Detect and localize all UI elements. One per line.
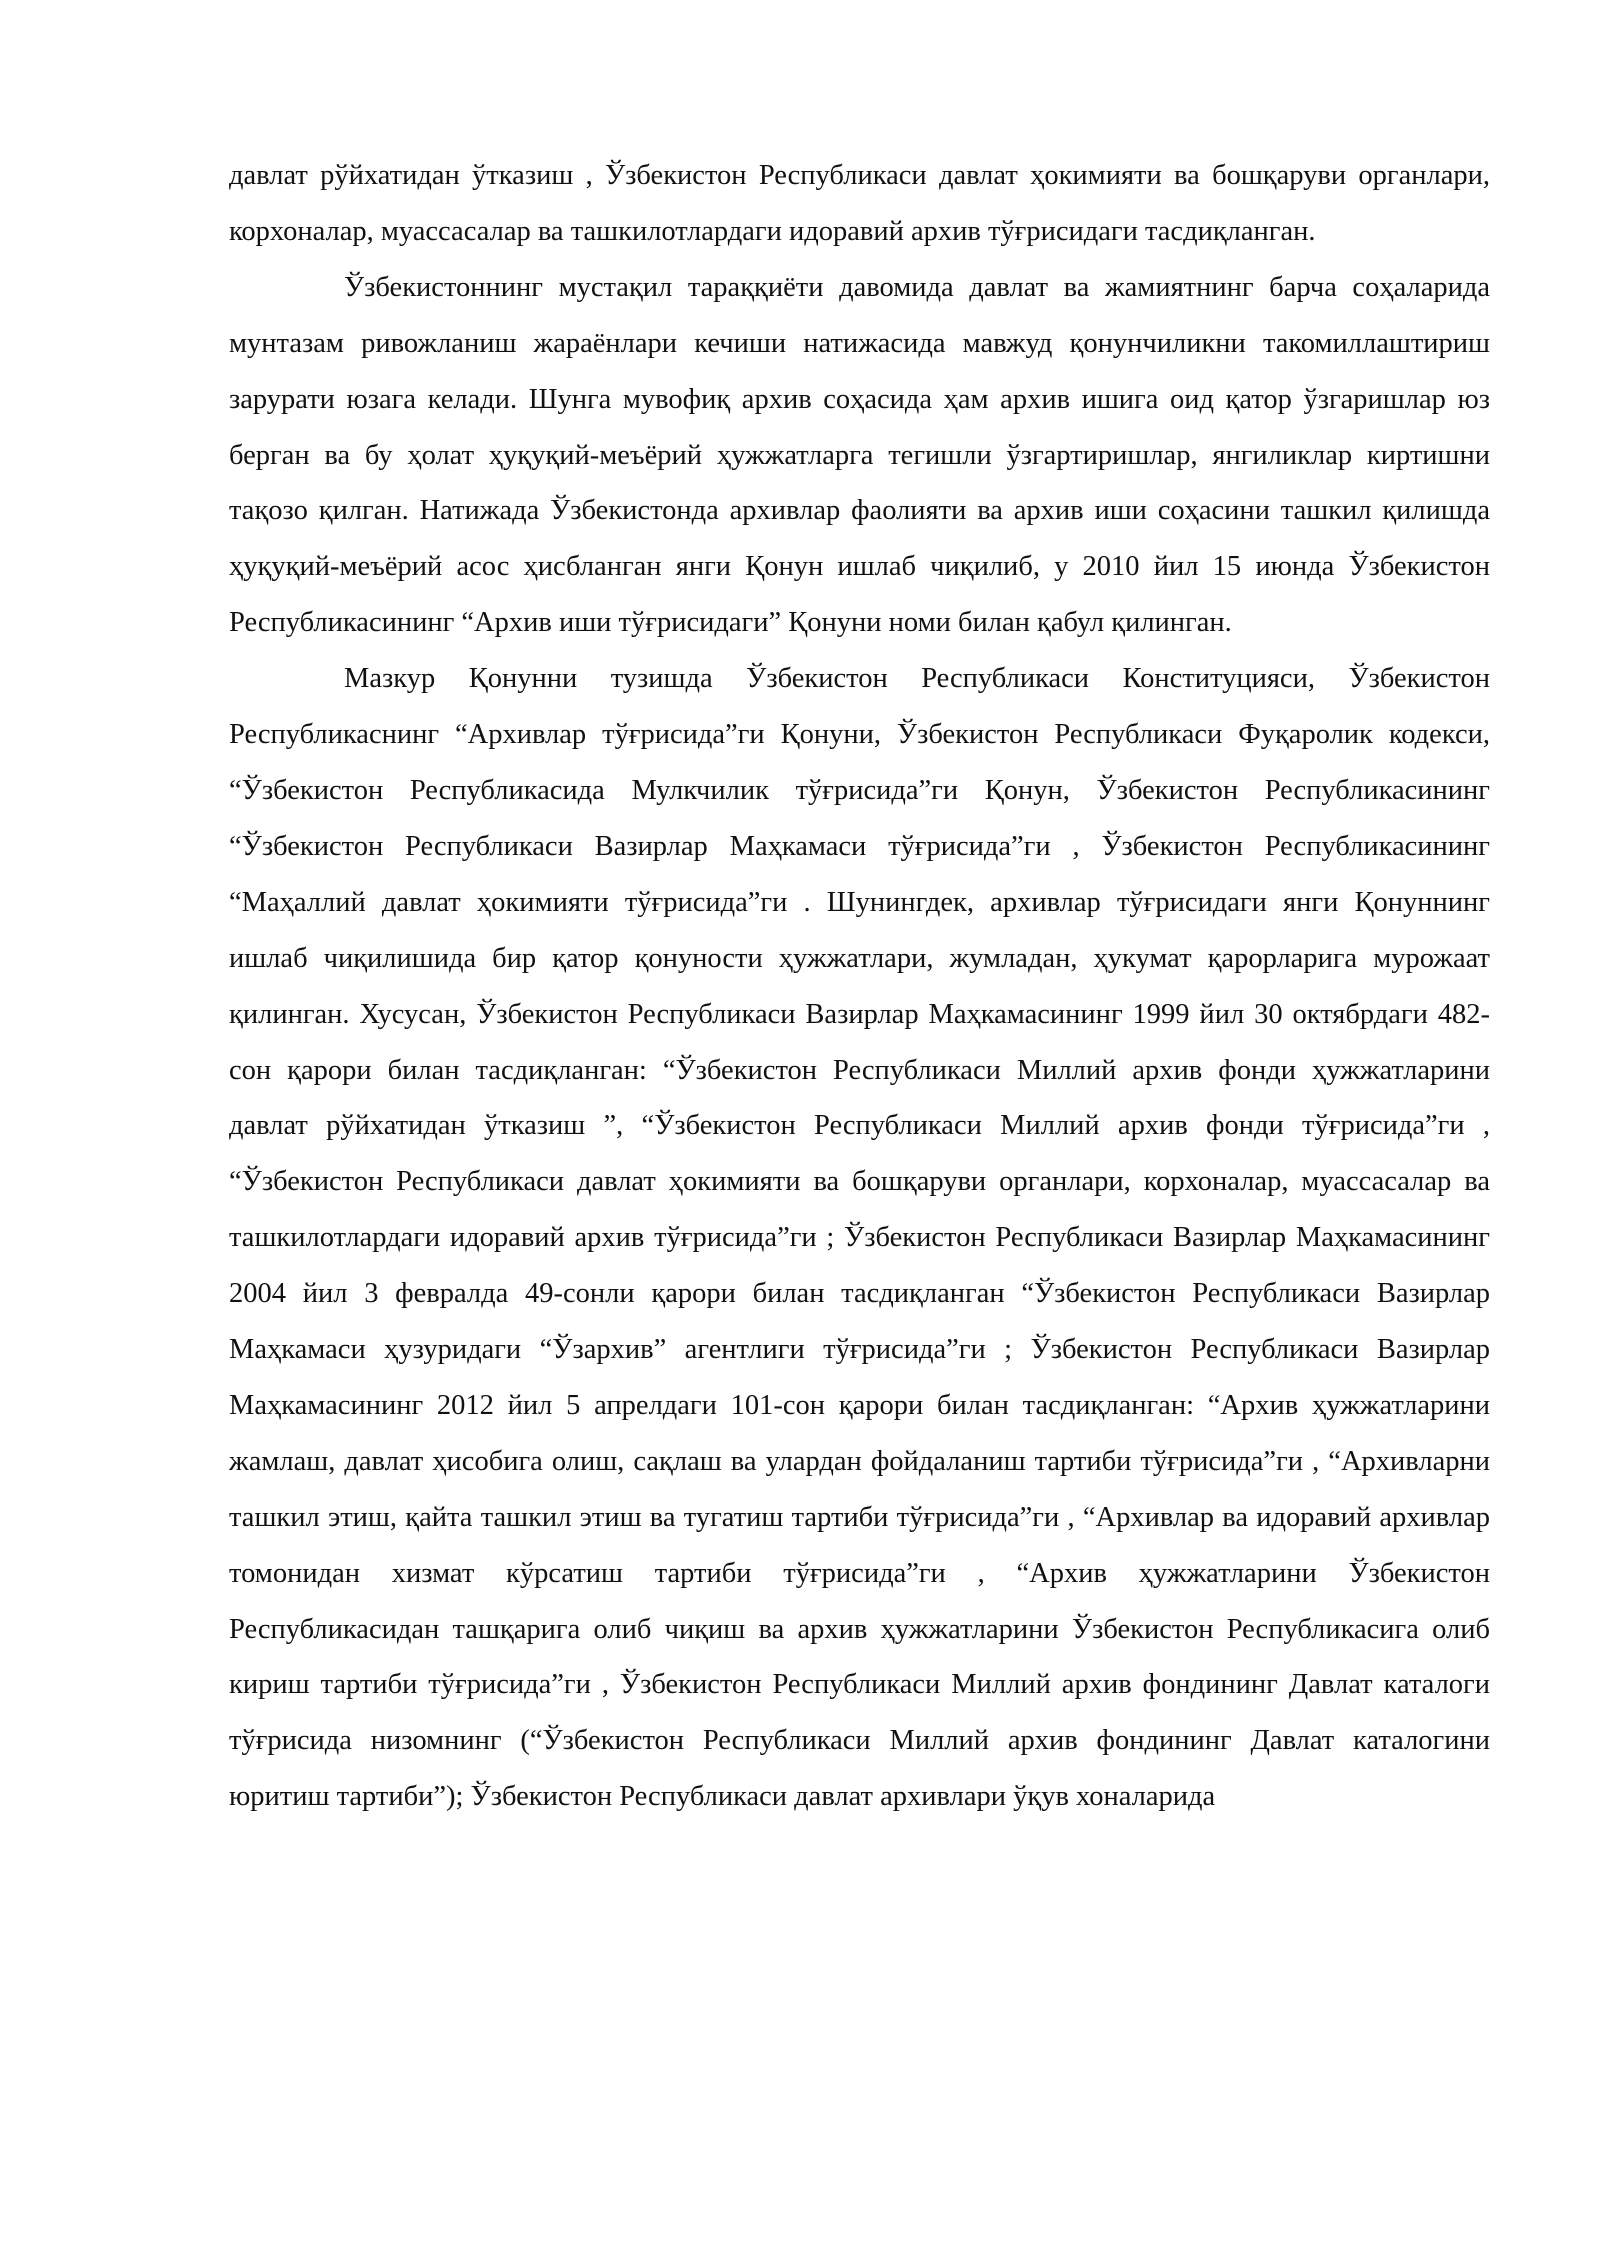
paragraph-1: давлат рўйхатидан ўтказиш , Ўзбекистон Республикаси давлат ҳокимияти ва бошқаруви органлари, корхоналар, муассасалар ва ташкилотлардаги идоравий архив тўғрисидаги тасдиқланган. (229, 160, 1490, 247)
paragraph-2: Ўзбекистоннинг мустақил тараққиёти давомида давлат ва жамиятнинг барча соҳаларида мунтазам ривожланиш жараёнлари кечиши натижасида мавжуд қонунчиликни такомиллаштириш зарурати юзага келади. Шунга мувофиқ архив соҳасида ҳам архив ишига оид қатор ўзгаришлар юз берган ва бу ҳолат ҳуқуқий-меъёрий ҳужжатларга тегишли ўзгартиришлар, янгиликлар киртишни тақозо қилган. Натижада Ўзбекистонда архивлар фаолияти ва архив иши соҳасини ташкил қилишда ҳуқуқий-меъёрий асос ҳисбланган янги Қонун ишлаб чиқилиб, у 2010 йил 15 июнда Ўзбекистон Республикасининг “Архив иши тўғрисидаги” Қонуни номи билан қабул қилинган. (229, 271, 1490, 639)
document-page (229, 148, 1490, 1825)
paragraph-3: Мазкур Қонунни тузишда Ўзбекистон Республикаси Конституцияси, Ўзбекистон Республикаснинг “Архивлар тўғрисида”ги Қонуни, Ўзбекистон Республикаси Фуқаролик кодекси, “Ўзбекистон Республикасида Мулкчилик тўғрисида”ги Қонун, Ўзбекистон Республикасининг “Ўзбекистон Республикаси Вазирлар Маҳкамаси тўғрисида”ги , Ўзбекистон Республикасининг “Маҳаллий давлат ҳокимияти тўғрисида”ги . Шунингдек, архивлар тўғрисидаги янги Қонуннинг ишлаб чиқилишида бир қатор қонуности ҳужжатлари, жумладан, ҳукумат қарорларига мурожаат қилинган. Хусусан, Ўзбекистон Республикаси Вазирлар Маҳкамасининг 1999 йил 30 октябрдаги 482-сон қарори билан тасдиқланган: “Ўзбекистон Республикаси Миллий архив фонди ҳужжатларини давлат рўйхатидан ўтказиш ”, “Ўзбекистон Республикаси Миллий архив фонди тўғрисида”ги , “Ўзбекистон Республикаси давлат ҳокимияти ва бошқаруви органлари, корхоналар, муассасалар ва ташкилотлардаги идоравий архив тўғрисида”ги ; Ўзбекистон Республикаси Вазирлар Маҳкамасининг 2004 йил 3 февралда 49-сонли қарори билан тасдиқланган “Ўзбекистон Республикаси Вазирлар Маҳкамаси ҳузуридаги “Ўзархив” агентлиги тўғрисида”ги ; Ўзбекистон Республикаси Вазирлар Маҳкамасининг 2012 йил 5 апрелдаги 101-сон қарори билан тасдиқланган: “Архив ҳужжатларини жамлаш, давлат ҳисобига олиш, сақлаш ва улардан фойдаланиш тартиби тўғрисида”ги , “Архивларни ташкил этиш, қайта ташкил этиш ва тугатиш тартиби тўғрисида”ги , “Архивлар ва идоравий архивлар томонидан хизмат кўрсатиш тартиби тўғрисида”ги , “Архив ҳужжатларини Ўзбекистон Республикасидан ташқарига олиб чиқиш ва архив ҳужжатларини Ўзбекистон Республикасига олиб кириш тартиби тўғрисида”ги , Ўзбекистон Республикаси Миллий архив фондининг Давлат каталоги тўғрисида низомнинг (“Ўзбекистон Республикаси Миллий архив фондининг Давлат каталогини юритиш тартиби”); Ўзбекистон Республикаси давлат архивлари ўқув хоналарида (229, 663, 1490, 1813)
